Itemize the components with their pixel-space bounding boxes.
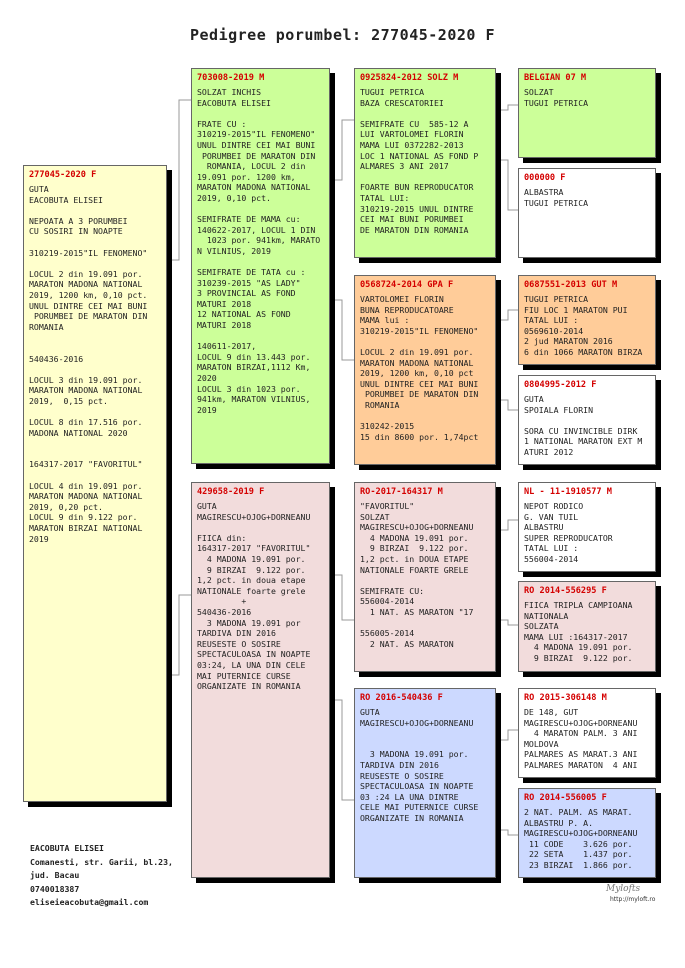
page-title: Pedigree porumbel: 277045-2020 F (190, 26, 495, 44)
signature-logo: Mylofts (606, 884, 641, 894)
paternal-grandfather-details: TUGUI PETRICA BAZA CRESCATORIEI SEMIFRATE CU 585-12 A LUI VARTOLOMEI FLORIN MAMA LUI 0372282-2013 LOC 1 NATIONAL AS FOND P ALMARES 3 ANI 2017 FOARTE BUN REPRODUCATOR TATAL LUI: 310219-2015 UNUL DINTRE CEI MAI BUNI PORUMBEI DE MARATON DIN ROMANIA (360, 87, 479, 235)
paternal-grandfather-ring: 0925824-2012 SOLZ M (360, 73, 459, 83)
fm-father-ring: 0687551-2013 GUT M (524, 280, 618, 290)
owner-email[interactable]: eliseieacobuta@gmail.com (30, 897, 149, 907)
mf-mother-ring: RO 2014-556295 F (524, 586, 607, 596)
mf-mother-details: FIICA TRIPLA CAMPIOANA NATIONALA SOLZATA MAMA LUI :164317-2017 4 MADONA 19.091 por. 9 BIRZAI 9.122 por. (524, 600, 633, 663)
connector-mother-mf (330, 575, 354, 620)
connector-ff-fff (496, 105, 518, 110)
maternal-grandfather-card (354, 482, 496, 672)
connector-subject-mother (167, 595, 191, 675)
father-ring: 703008-2019 M (197, 73, 265, 83)
owner-name: EACOBUTA ELISEI (30, 843, 104, 853)
ff-father-ring: BELGIAN 07 M (524, 73, 587, 83)
mother-ring: 429658-2019 F (197, 487, 265, 497)
subject-details: GUTA EACOBUTA ELISEI NEPOATA A 3 PORUMBEI CU SOSIRI IN NOAPTE 310219-2015"IL FENOMENO" LOCUL 2 din 19.091 por. MARATON MADONA NATIONAL 2019, 1200 km, 0,10 pct. UNUL DINTRE CEI MAI BUNI PORUMBEI DE MARATON DIN ROMANIA 540436-2016 LOCUL 3 din 19.091 por. MARATON MADONA NATIONAL 2019, 0,15 pct. LOCUL 8 din 17.516 por. MADONA NATIONAL 2020 164317-2017 "FAVORITUL" LOCUL 4 din 19.091 por. MARATON MADONA NATIONAL 2019, 0,20 pct. LOCUL 9 din 9.122 por. MARATON BIRZAI NATIONAL 2019 (29, 184, 148, 544)
mf-mother-card (518, 581, 656, 672)
ff-father-details: SOLZAT TUGUI PETRICA (524, 87, 589, 108)
maternal-grandfather-details: "FAVORITUL" SOLZAT MAGIRESCU+OJOG+DORNEANU 4 MADONA 19.091 por. 9 BIRZAI 9.122 por. 1,2 pct. in DOUA ETAPE NATIONALE FOARTE GRELE SEMIFRATE CU: 556004-2014 1 NAT. AS MARATON "17 556005-2014 2 NAT. AS MARATON (360, 501, 474, 649)
mother-card (191, 482, 330, 878)
paternal-grandfather-card (354, 68, 496, 258)
mf-father-details: NEPOT RODICO G. VAN TUIL ALBASTRU SUPER REPRODUCATOR TATAL LUI : 556004-2014 (524, 501, 613, 564)
connector-mm-mmm (496, 830, 518, 835)
paternal-grandmother-ring: 0568724-2014 GPA F (360, 280, 454, 290)
mf-father-card (518, 482, 656, 572)
mm-father-ring: RO 2015-306148 M (524, 693, 607, 703)
owner-info (30, 842, 173, 910)
maternal-grandmother-details: GUTA MAGIRESCU+OJOG+DORNEANU 3 MADONA 19.091 por. TARDIVA DIN 2016 REUSESTE O SOSIRE SPECTACULOASA IN NOAPTE 03 :24 LA UNA DINTRE CELE MAI PUTERNICE CURSE ORGANIZATE IN ROMANIA (360, 707, 479, 823)
connector-mf-mff (496, 520, 518, 530)
maternal-grandmother-card (354, 688, 496, 878)
connector-mm-mmf (496, 730, 518, 740)
maternal-grandmother-ring: RO 2016-540436 F (360, 693, 443, 703)
fm-father-card (518, 275, 656, 365)
connector-subject-father (167, 100, 191, 260)
maternal-grandfather-ring: RO-2017-164317 M (360, 487, 443, 497)
connector-fm-fmm (496, 400, 518, 410)
subject-ring: 277045-2020 F (29, 170, 97, 180)
mm-mother-card (518, 788, 656, 878)
connector-mf-mfm (496, 620, 518, 625)
mother-details: GUTA MAGIRESCU+OJOG+DORNEANU FIICA din: 164317-2017 "FAVORITUL" 4 MADONA 19.091 por. 9 BIRZAI 9.122 por. 1,2 pct. in doua etape NATIONALE foarte grele + 540436-2016 3 MADONA 19.091 por TARDIVA DIN 2016 REUSESTE O SOSIRE SPECTACULOASA IN NOAPTE 03:24, LA UNA DIN CELE MAI PUTERNICE CURSE ORGANIZATE IN ROMANIA (197, 501, 311, 692)
father-details: SOLZAT INCHIS EACOBUTA ELISEI FRATE CU : 310219-2015"IL FENOMENO" UNUL DINTRE CEI MAI BUNI PORUMBEI DE MARATON DIN ROMANIA, LOCUL 2 din 19.091 por. 1200 km, MARATON MADONA NATIONAL 2019, 0,10 pct. SEMIFRATE DE MAMA cu: 140622-2017, LOCUL 1 DIN 1023 por. 941km, MARATO N VILNIUS, 2019 SEMIFRATE DE TATA cu : 310239-2015 "AS LADY" 3 PROVINCIAL AS FOND MATURI 2018 12 NATIONAL AS FOND MATURI 2018 140611-2017, LOCUL 9 din 13.443 por. MARATON BIRZAI,1112 Km, 2020 LOCUL 3 din 1023 por. 941km, MARATON VILNIUS, 2019 (197, 87, 321, 415)
connector-ff-ffm (496, 160, 518, 210)
father-card (191, 68, 330, 464)
subject-card (23, 165, 167, 802)
paternal-grandmother-details: VARTOLOMEI FLORIN BUNA REPRODUCATOARE MAMA lui : 310219-2015"IL FENOMENO" LOCUL 2 din 19.091 por. MARATON MADONA NATIONAL 2019, 1200 km, 0,10 pct UNUL DINTRE CEI MAI BUNI PORUMBEI DE MARATON DIN ROMANIA 310242-2015 15 din 8600 por. 1,74pct (360, 294, 479, 442)
connector-mother-mm (330, 700, 354, 800)
fm-mother-card (518, 375, 656, 465)
owner-address-line1: Comanesti, str. Garii, bl.23, (30, 856, 173, 867)
owner-phone: 0740018387 (30, 883, 80, 894)
paternal-grandmother-card (354, 275, 496, 465)
mm-mother-ring: RO 2014-556005 F (524, 793, 607, 803)
ff-mother-card (518, 168, 656, 258)
fm-mother-details: GUTA SPOIALA FLORIN SORA CU INVINCIBLE DIRK 1 NATIONAL MARATON EXT M ATURI 2012 (524, 394, 643, 457)
mm-father-details: DE 148, GUT MAGIRESCU+OJOG+DORNEANU 4 MARATON PALM. 3 ANI MOLDOVA PALMARES AS MARAT.3 ANI PALMARES MARATON 4 ANI (524, 707, 638, 770)
mm-mother-details: 2 NAT. PALM. AS MARAT. ALBASTRU P. A. MAGIRESCU+OJOG+DORNEANU 11 CODE 3.626 por. 22 SETA 1.437 por. 23 BIRZAI 1.866 por. (524, 807, 638, 870)
connector-fm-fmf (496, 310, 518, 320)
connector-father-ff (330, 120, 354, 180)
mm-father-card (518, 688, 656, 778)
ff-father-card (518, 68, 656, 158)
fm-mother-ring: 0804995-2012 F (524, 380, 597, 390)
ff-mother-details: ALBASTRA TUGUI PETRICA (524, 187, 589, 208)
fm-father-details: TUGUI PETRICA FIU LOC 1 MARATON PUI TATAL LUI : 0569610-2014 2 jud MARATON 2016 6 din 1066 MARATON BIRZA (524, 294, 643, 357)
footer-url[interactable]: http://myloft.ro (610, 896, 656, 903)
ff-mother-ring: 000000 F (524, 173, 566, 183)
owner-address-line2: jud. Bacau (30, 870, 80, 880)
connector-father-fm (330, 300, 354, 360)
mf-father-ring: NL - 11-1910577 M (524, 487, 612, 497)
